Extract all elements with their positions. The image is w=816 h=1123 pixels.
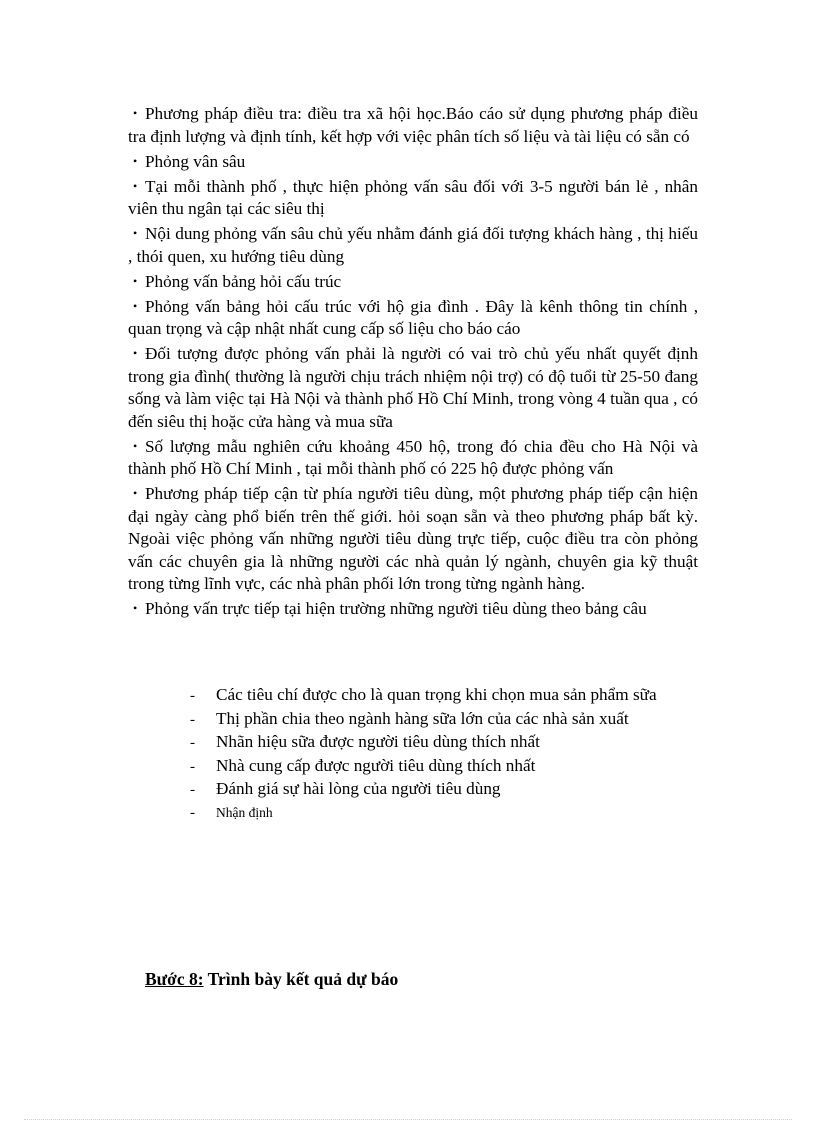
dash-item-text: Các tiêu chí được cho là quan trọng khi chọn mua sản phẩm sữa [216,685,657,704]
bullet-item [128,222,698,268]
dash-item-text: Thị phần chia theo ngành hàng sữa lớn của các nhà sản xuất [216,708,629,728]
dash-list-item [190,708,710,732]
bullet-item [128,597,698,621]
bullet-icon: • [133,486,138,500]
page-bottom-rule [24,1119,792,1120]
bullet-icon: • [133,601,138,615]
bullet-text: Phương pháp điều tra: điều tra xã hội học.Báo cáo sử dụng phương pháp điều tra định lượng và định tính, kết hợp với việc phân tích số liệu và tài liệu có sẵn có [128,104,698,146]
bullet-text: Phỏng vân sâu [145,151,246,171]
section-heading [145,967,398,991]
step-label: Bước 8: [145,969,204,989]
dash-marker: - [190,688,195,704]
dash-marker: - [190,735,195,752]
bullet-text: Tại mỗi thành phố , thực hiện phỏng vấn sâu đối với 3-5 người bán lẻ , nhân viên thu ngân tại các siêu thị [128,176,698,218]
dash-list-item [190,755,710,779]
dash-marker: - [190,782,195,799]
bullet-icon: • [133,153,138,168]
step-title: Trình bày kết quả dự báo [203,969,399,989]
dash-marker: - [190,758,195,775]
dash-item-text: Nhà cung cấp được người tiêu dùng thích nhất [216,755,536,775]
bullet-item [128,435,698,481]
bullet-text: Nội dung phỏng vấn sâu chủ yếu nhằm đánh giá đối tượng khách hàng , thị hiếu , thói quen, xu hướng tiêu dùng [128,224,698,266]
dash-item-text: Nhãn hiệu sữa được người tiêu dùng thích nhất [216,732,540,752]
bullet-text: Đối tượng được phỏng vấn phải là người có vai trò chủ yếu nhất quyết định trong gia đình( thường là người chịu trách nhiệm nội trợ) có độ tuổi từ 25-50 đang sống và làm việc tại Hà Nội và thành phố Hồ Chí Minh, trong vòng 4 tuần qua , có đến siêu thị hoặc cửa hàng và mua sữa [128,344,698,431]
bullet-icon: • [133,226,138,240]
bullet-item [128,270,698,294]
bullet-icon: • [133,106,138,120]
dash-list-item [190,778,710,802]
bullet-icon: • [133,273,138,288]
bullet-list [128,102,698,622]
bullet-item [128,482,698,596]
dash-list-item [190,802,710,825]
bullet-item [128,342,698,433]
dash-list-item [190,684,710,708]
dash-list-item [190,731,710,755]
bullet-text: Phỏng vấn bảng hỏi cấu trúc với hộ gia đình . Đây là kênh thông tin chính , quan trọng và cập nhật nhất cung cấp số liệu cho báo cáo [128,296,698,338]
bullet-text: Phương pháp tiếp cận từ phía người tiêu dùng, một phương pháp tiếp cận hiện đại ngày càng phổ biến trên thế giới. hỏi soạn sẵn và theo phương pháp bất kỳ. Ngoài việc phỏng vấn những người tiêu dùng trực tiếp, cuộc điều tra còn phỏng vấn các chuyên gia là những người các nhà quản lý ngành, chuyên gia kỹ thuật trong từng lĩnh vực, các nhà phân phối lớn trong từng ngành hàng. [128,484,698,593]
dash-list [190,684,710,825]
dash-marker: - [190,711,195,728]
dash-item-text: Nhận định [216,804,273,820]
dash-item-text: Đánh giá sự hài lòng của người tiêu dùng [216,779,501,799]
bullet-icon: • [133,298,138,313]
bullet-item [128,150,698,174]
bullet-item [128,102,698,148]
bullet-item [128,175,698,221]
bullet-icon: • [133,178,138,193]
bullet-text: Phỏng vấn trực tiếp tại hiện trường những người tiêu dùng theo bảng câu [145,599,647,618]
bullet-text: Phỏng vấn bảng hỏi cấu trúc [145,271,342,291]
bullet-text: Số lượng mẫu nghiên cứu khoảng 450 hộ, trong đó chia đều cho Hà Nội và thành phố Hồ Chí Minh , tại mỗi thành phố có 225 hộ được phỏng vấn [128,436,698,478]
bullet-item [128,295,698,341]
bullet-icon: • [133,438,138,453]
dash-marker: - [190,804,195,821]
bullet-icon: • [133,346,138,360]
